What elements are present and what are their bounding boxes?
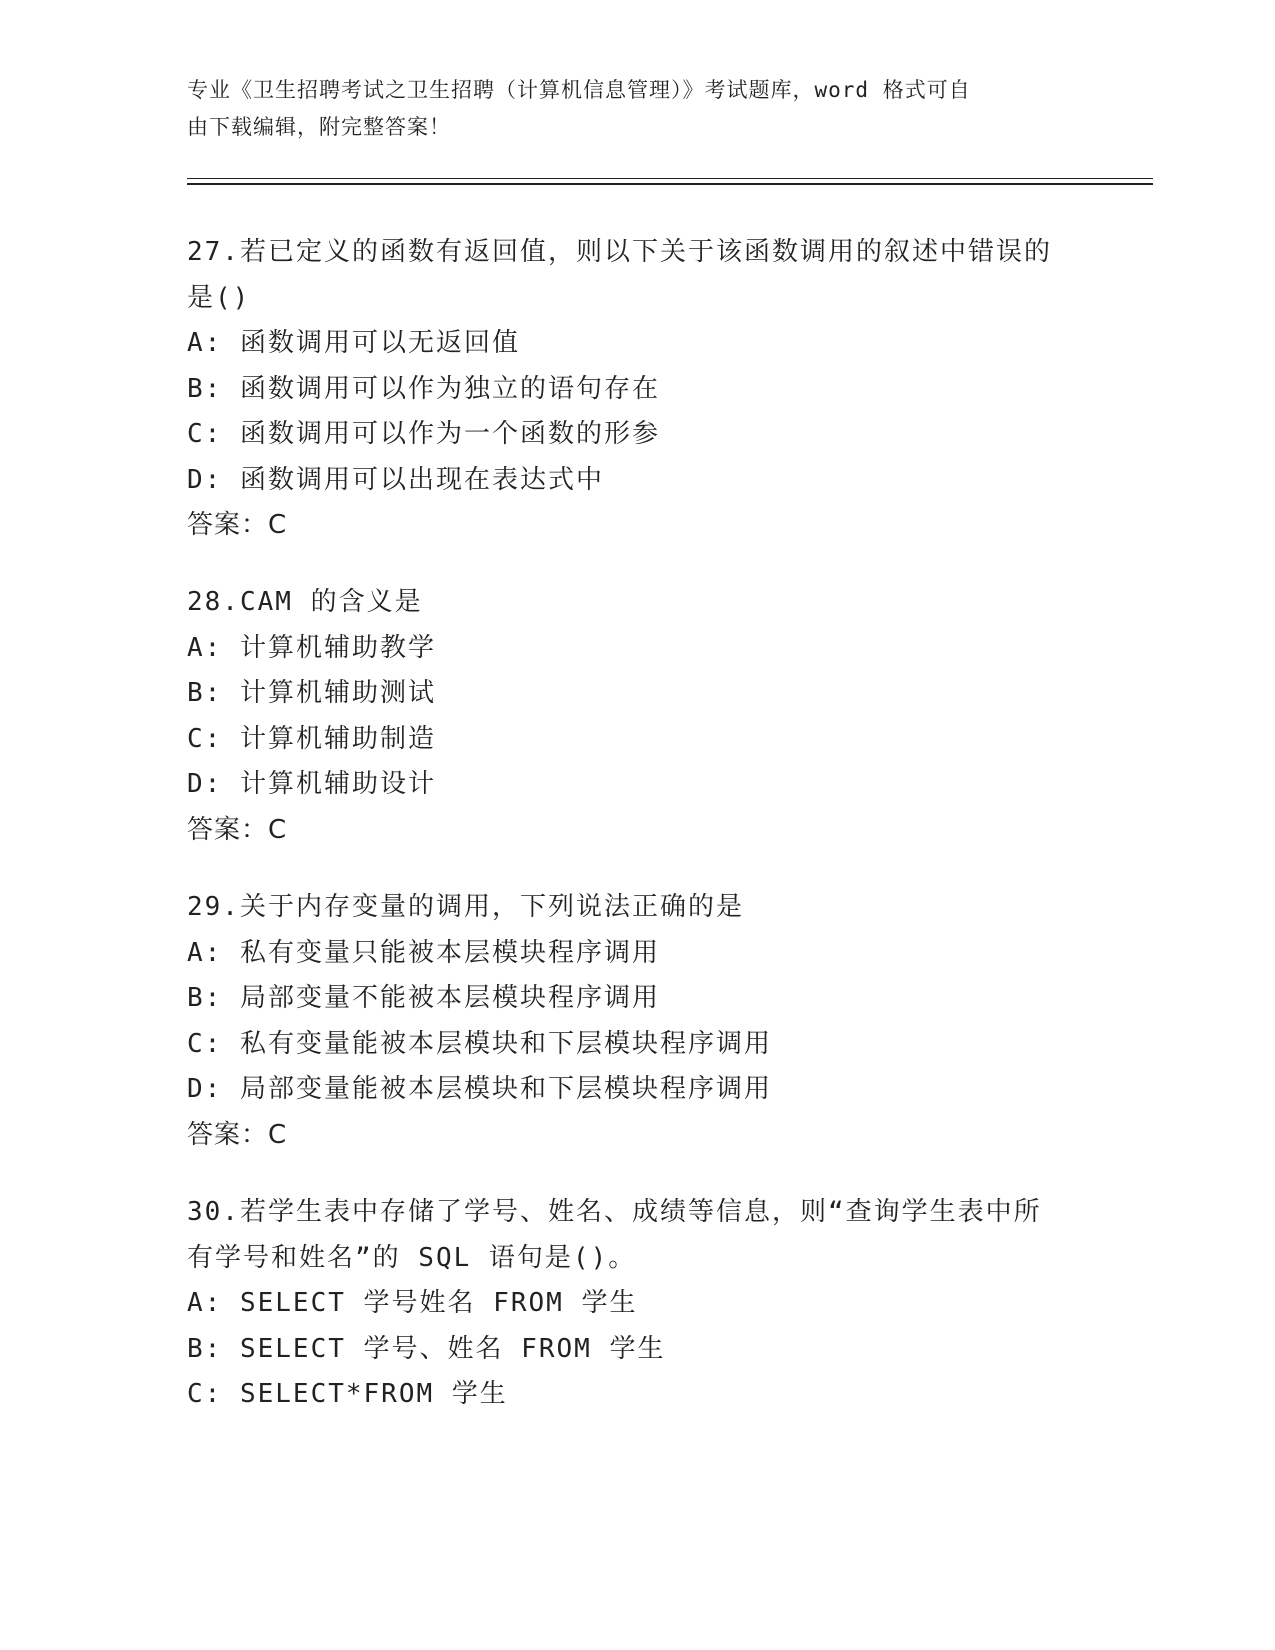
question-28 [187,580,1087,853]
option-c: C: SELECT*FROM 学生 [187,1379,508,1409]
option-c: C: 计算机辅助制造 [187,723,436,754]
question-27 [187,230,1087,549]
question-stem: 30.若学生表中存储了学号、姓名、成绩等信息，则“查询学生表中所 [187,1197,1042,1227]
question-stem-continued: 有学号和姓名”的 SQL 语句是()。 [187,1242,637,1273]
document-header [187,72,1067,146]
header-line-1: 专业《卫生招聘考试之卫生招聘（计算机信息管理）》考试题库，word 格式可自 [187,78,971,102]
question-29 [187,885,1087,1158]
question-stem-continued: 是() [187,282,251,313]
option-a: A: 私有变量只能被本层模块程序调用 [187,937,660,968]
option-c: C: 私有变量能被本层模块和下层模块程序调用 [187,1028,772,1059]
header-line-2: 由下载编辑，附完整答案！ [187,115,451,139]
header-divider-thick [187,183,1153,185]
option-d: D: 计算机辅助设计 [187,769,436,799]
option-a: A: SELECT 学号姓名 FROM 学生 [187,1288,638,1318]
option-b: B: SELECT 学号、姓名 FROM 学生 [187,1333,666,1364]
question-30 [187,1190,1087,1418]
answer-label: 答案：C [187,1119,288,1150]
option-c: C: 函数调用可以作为一个函数的形参 [187,419,660,449]
option-b: B: 计算机辅助测试 [187,678,436,708]
question-stem: 27.若已定义的函数有返回值，则以下关于该函数调用的叙述中错误的 [187,237,1052,267]
option-b: B: 函数调用可以作为独立的语句存在 [187,373,660,404]
answer-label: 答案：C [187,814,288,845]
header-divider-thin [187,178,1153,179]
option-a: A: 函数调用可以无返回值 [187,328,520,358]
question-stem: 29.关于内存变量的调用，下列说法正确的是 [187,892,744,922]
option-d: D: 局部变量能被本层模块和下层模块程序调用 [187,1074,772,1104]
answer-label: 答案：C [187,510,288,540]
option-a: A: 计算机辅助教学 [187,632,436,663]
option-b: B: 局部变量不能被本层模块程序调用 [187,983,660,1013]
question-stem: 28.CAM 的含义是 [187,587,423,617]
option-d: D: 函数调用可以出现在表达式中 [187,464,604,495]
